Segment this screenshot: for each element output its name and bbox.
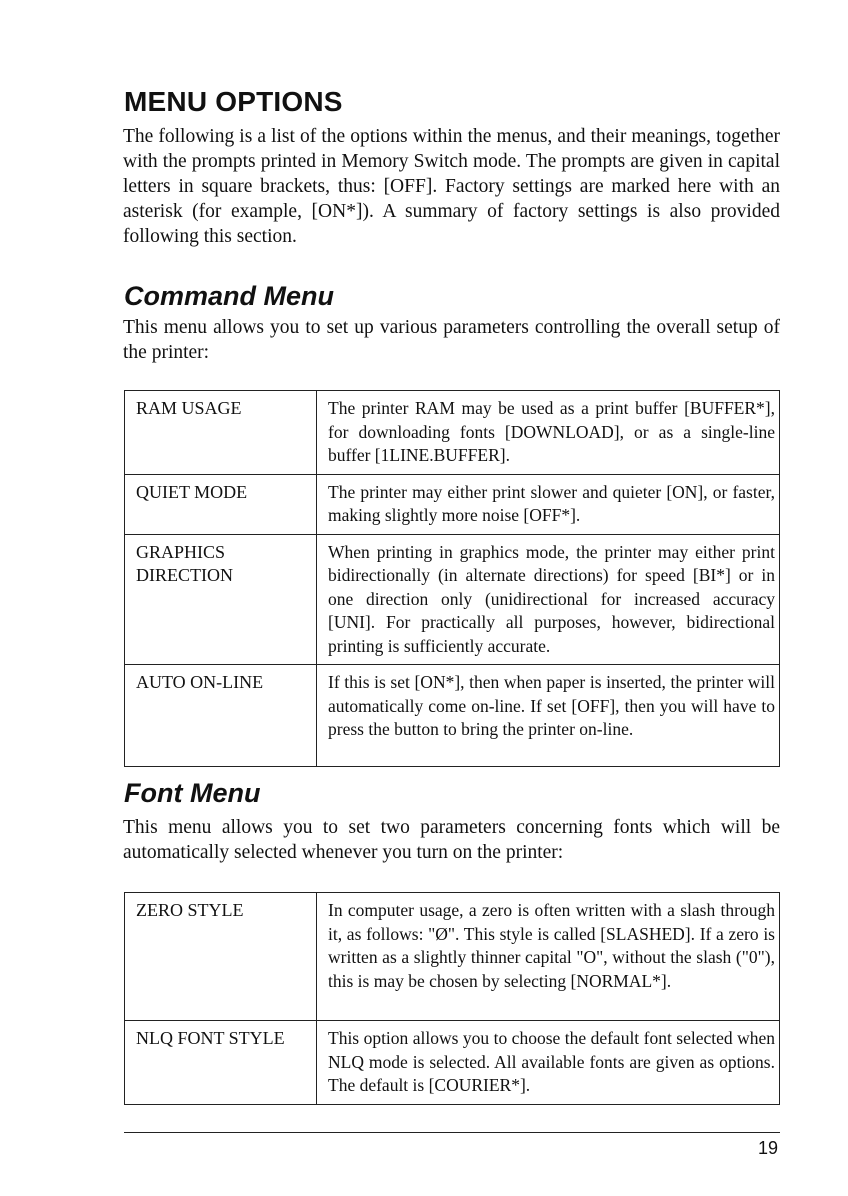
command-menu-intro: This menu allows you to set up various parameters controlling the overall setup of the printer: [123, 317, 780, 363]
option-name: QUIET MODE [125, 474, 317, 534]
font-menu-heading: Font Menu [124, 778, 261, 808]
font-menu-table [124, 892, 780, 1105]
option-name: NLQ FONT STYLE [125, 1021, 317, 1105]
table-row [125, 1021, 780, 1105]
option-description: When printing in graphics mode, the printer may either print bidirectionally (in alternate directions) for speed [BI*] or in one direction only (unidirectional for increased accuracy [UNI]. For practically all purposes, however, bidirectional printing is sufficiently accurate. [317, 534, 780, 665]
option-description: This option allows you to choose the default font selected when NLQ mode is selected. All available fonts are given as options. The default is [COURIER*]. [317, 1021, 780, 1105]
table-row [125, 665, 780, 767]
table-row [125, 391, 780, 475]
option-name: GRAPHICS DIRECTION [125, 534, 317, 665]
option-name: ZERO STYLE [125, 893, 317, 1021]
option-description: The printer may either print slower and quieter [ON], or faster, making slightly more noise [OFF*]. [317, 474, 780, 534]
page-title: MENU OPTIONS [124, 86, 343, 117]
option-name: RAM USAGE [125, 391, 317, 475]
font-menu-intro: This menu allows you to set two parameters concerning fonts which will be automatically selected whenever you turn on the printer: [123, 817, 780, 863]
footer-rule [124, 1132, 780, 1133]
page-number: 19 [757, 1138, 778, 1158]
table-row [125, 534, 780, 665]
table-row [125, 474, 780, 534]
option-description: In computer usage, a zero is often written with a slash through it, as follows: "Ø". This style is called [SLASHED]. If a zero is written as a slightly thinner capital "O", without the slash ("0"), this is may be chosen by selecting [NORMAL*]. [317, 893, 780, 1021]
option-description: The printer RAM may be used as a print buffer [BUFFER*], for downloading fonts [DOWNLOAD], or as a single-line buffer [1LINE.BUFFER]. [317, 391, 780, 475]
command-menu-heading: Command Menu [124, 281, 335, 311]
option-description: If this is set [ON*], then when paper is inserted, the printer will automatically come on-line. If set [OFF], then you will have to press the button to bring the printer on-line. [317, 665, 780, 767]
table-row [125, 893, 780, 1021]
command-menu-table [124, 390, 780, 767]
intro-paragraph: The following is a list of the options within the menus, and their meanings, together with the prompts printed in Memory Switch mode. The prompts are given in capital letters in square brackets, thus: [OFF]. Factory settings are marked here with an asterisk (for example, [ON*]). A summary of factory settings is also provided following this section. [123, 126, 780, 247]
option-name: AUTO ON-LINE [125, 665, 317, 767]
